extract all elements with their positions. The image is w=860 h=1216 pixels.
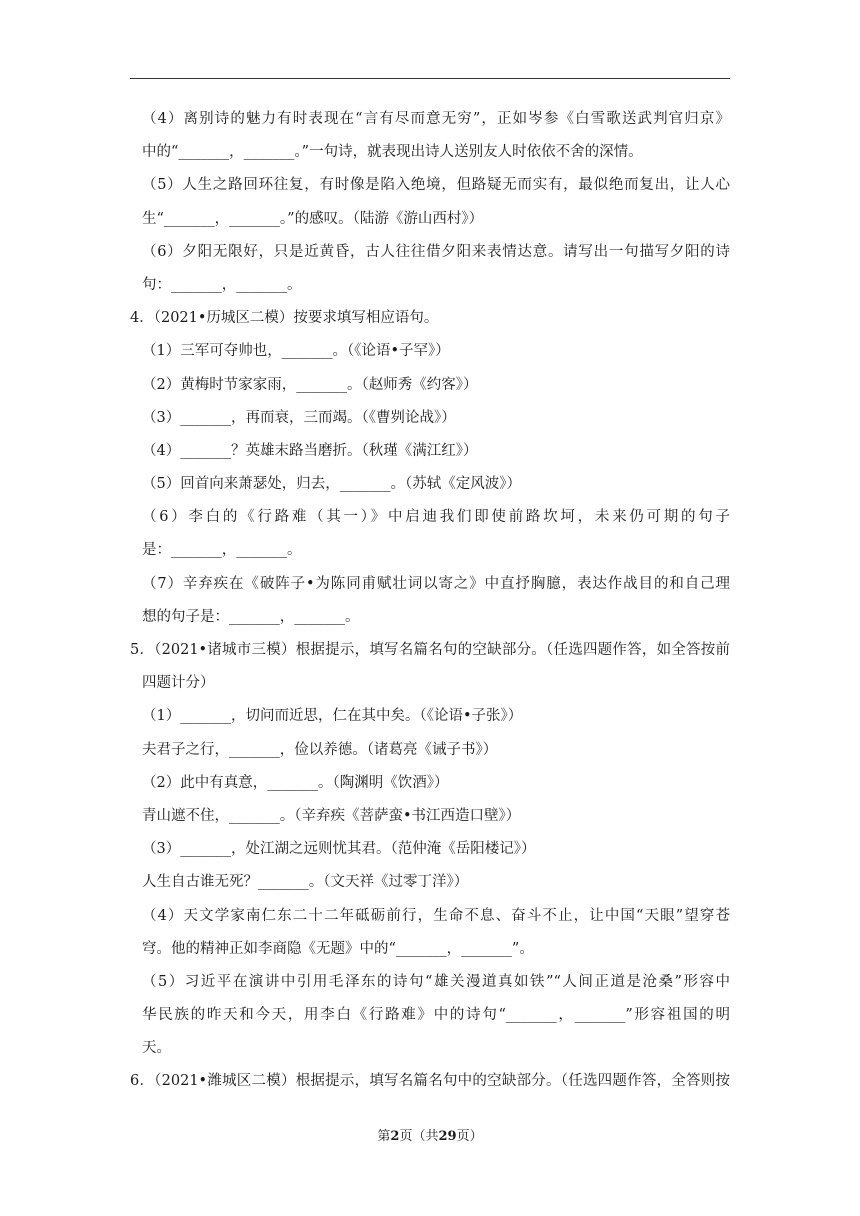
text-line: （4）_______？英雄末路当磨折。（秋瑾《满江红》） — [142, 442, 478, 459]
text-line: （1）_______，切问而近思，仁在其中矣。（《论语•子张》） — [142, 708, 523, 725]
text-line: 青山遮不住，_______。（辛弃疾《菩萨蛮•书江西造口壁》） — [142, 807, 521, 824]
header-rule — [130, 78, 730, 79]
footer-page-number: 2 — [390, 1129, 400, 1144]
text-line: （2）此中有真意，_______。（陶渊明《饮酒》） — [142, 774, 449, 791]
text-line: （7）辛弃疾在《破阵子•为陈同甫赋壮词以寄之》中直抒胸臆，表达作战目的和自己理 — [142, 575, 730, 592]
text-line: （1）三军可夺帅也，_______。（《论语•子罕》） — [142, 343, 450, 360]
text-line: 四题计分） — [142, 675, 215, 692]
text-line: （6）夕阳无限好，只是近黄昏，古人往往借夕阳来表情达意。请写出一句描写夕阳的诗 — [142, 243, 730, 260]
text-line: （5）习近平在演讲中引用毛泽东的诗句“雄关漫道真如铁”“人间正道是沧桑”形容中 — [142, 973, 730, 990]
text-line: （3）_______，处江湖之远则忧其君。（范仲淹《岳阳楼记》） — [142, 841, 536, 858]
text-line: 天。 — [142, 1040, 171, 1057]
text-line: （4）天文学家南仁东二十二年砥砺前行，生命不息、奋斗不止，让中国“天眼”望穿苍 — [142, 907, 730, 924]
text-line: 生“_______，_______。”的感叹。（陆游《游山西村》） — [142, 210, 484, 227]
text-line: 人生自古谁无死？_______。（文天祥《过零丁洋》） — [142, 874, 469, 891]
text-line: （5）回首向来萧瑟处，归去，_______。（苏轼《定风波》） — [142, 476, 521, 493]
text-line: 中的“_______，_______。”一句诗，就表现出诗人送别友人时依依不舍的深情。 — [142, 144, 643, 161]
text-line: 6．（2021•潍城区二模）根据提示，填写名篇名句中的空缺部分。（任选四题作答，全答则按 — [130, 1073, 730, 1090]
text-line: （4）离别诗的魅力有时表现在“言有尽而意无穷”，正如岑参《白雪歌送武判官归京》 — [142, 111, 730, 127]
text-line: 是：_______，_______。 — [142, 542, 302, 559]
text-line: 句：_______，_______。 — [142, 276, 302, 293]
footer-total-pages: 29 — [438, 1129, 457, 1144]
page-footer — [0, 1128, 860, 1146]
text-line: （5）人生之路回环往复，有时像是陷入绝境，但路疑无而实有，最似绝而复出，让人心 — [142, 177, 730, 194]
text-line: （3）_______，再而衰，三而竭。（《曹刿论战》） — [142, 409, 456, 426]
footer-middle: 页（共 — [399, 1129, 439, 1144]
text-line: 穹。他的精神正如李商隐《无题》中的“_______，_______”。 — [142, 940, 534, 957]
text-line: （6）李白的《行路难（其一）》中启迪我们即使前路坎坷，未来仍可期的句子 — [142, 509, 730, 526]
footer-suffix: 页） — [456, 1129, 483, 1144]
text-line: （2）黄梅时节家家雨，_______。（赵师秀《约客》） — [142, 376, 478, 393]
document-body — [130, 103, 730, 1099]
text-line: 想的句子是：_______，_______。 — [142, 608, 360, 625]
text-line: 5．（2021•诸城市三模）根据提示，填写名篇名句的空缺部分。（任选四题作答，如全答按前 — [130, 642, 730, 658]
footer-prefix: 第 — [377, 1129, 391, 1144]
text-line: 夫君子之行，_______，俭以养德。（诸葛亮《诫子书》） — [142, 741, 498, 758]
text-line: 4．（2021•历城区二模）按要求填写相应语句。 — [130, 310, 439, 327]
text-line: 华民族的昨天和今天，用李白《行路难》中的诗句“_______，_______”形容祖国的明 — [142, 1007, 730, 1024]
